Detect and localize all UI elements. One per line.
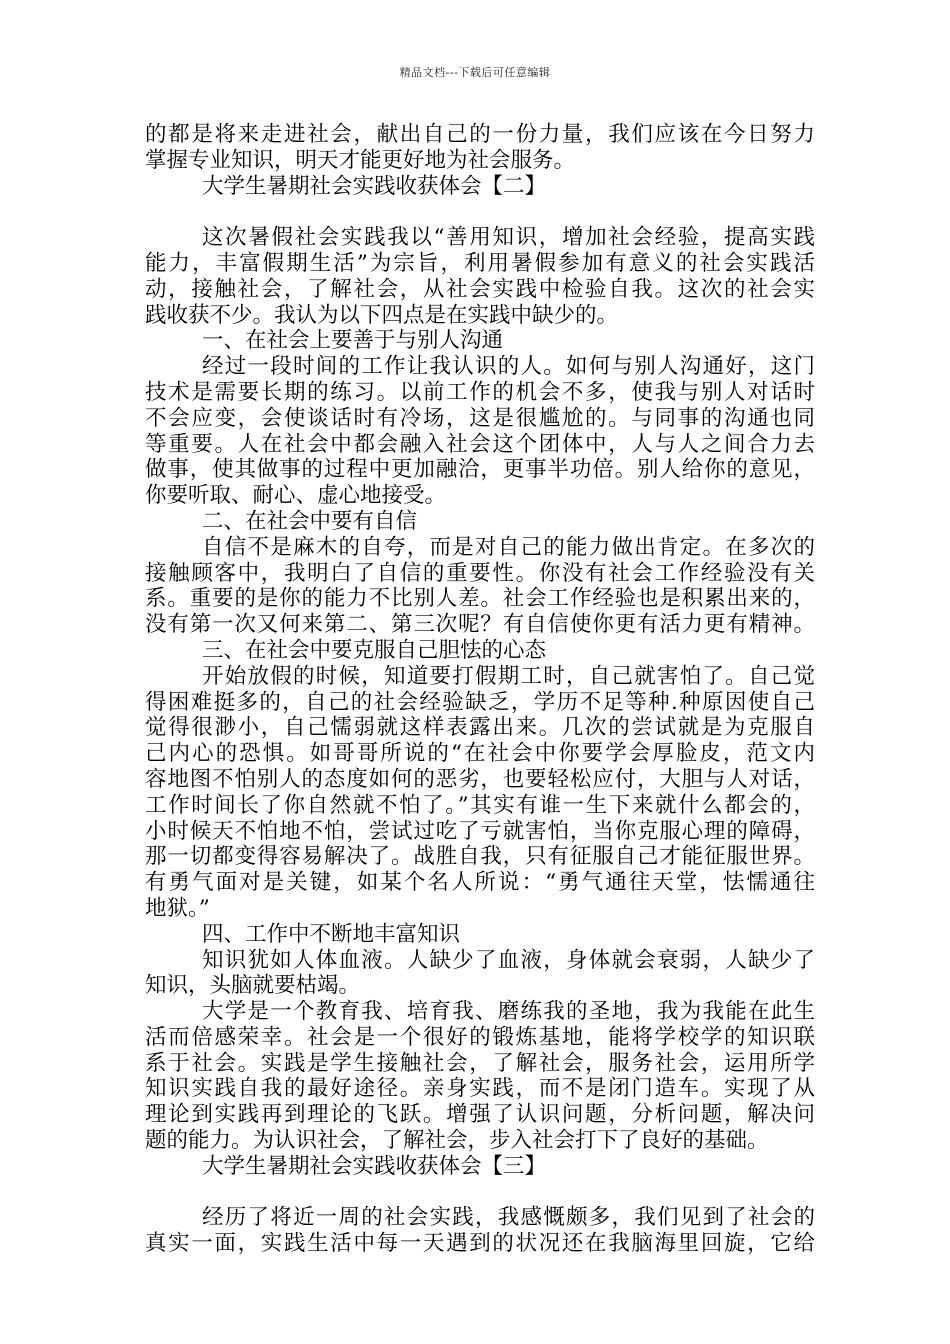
text-line: 践收获不少。我认为以下四点是在实践中缺少的。 [145,302,619,328]
text-line: 那一切都变得容易解决了。战胜自我，只有征服自己才能征服世界。 [145,844,815,870]
blank-line [145,1180,815,1206]
text-line: 题的能力。为认识社会，了解社会，步入社会打下了良好的基础。 [145,1128,769,1154]
text-line: 接触顾客中，我明白了自信的重要性。你没有社会工作经验没有关 [145,560,815,586]
text-line: 活而倍感荣幸。社会是一个很好的锻炼基地，能将学校学的知识联 [145,1024,815,1050]
text-line: 大学生暑期社会实践收获体会【二】 [202,173,547,199]
text-line: 开始放假的时候，知道要打假期工时，自己就害怕了。自己觉 [202,663,815,689]
text-line: 容地图不怕别人的态度如何的恶劣，也要轻松应付，大胆与人对话， [145,766,815,792]
text-line: 己内心的恐惧。如哥哥所说的“在社会中你要学会厚脸皮，范文内 [145,741,815,767]
text-line: 觉得很渺小，自己懦弱就这样表露出来。几次的尝试就是为克服自 [145,715,815,741]
text-line: 大学是一个教育我、培育我、磨练我的圣地，我为我能在此生 [202,999,815,1025]
text-line: 一、在社会上要善于与别人沟通 [202,328,504,354]
text-line: 系。重要的是你的能力不比别人差。社会工作经验也是积累出来的， [145,586,815,612]
text-line: 系于社会。实践是学生接触社会，了解社会，服务社会，运用所学 [145,1050,815,1076]
text-line: 的都是将来走进社会，献出自己的一份力量，我们应该在今日努力 [145,122,815,147]
blank-line [145,199,815,225]
text-line: 真实一面，实践生活中每一天遇到的状况还在我脑海里回旋，它给 [145,1231,815,1257]
text-line: 三、在社会中要克服自己胆怯的心态 [202,637,547,663]
text-line: 动，接触社会，了解社会，从社会实践中检验自我。这次的社会实 [145,276,815,302]
text-line: 自信不是麻木的自夸，而是对自己的能力做出肯定。在多次的 [202,534,815,560]
text-line: 技术是需要长期的练习。以前工作的机会不多，使我与别人对话时 [145,379,815,405]
text-line: 掌握专业知识，明天才能更好地为社会服务。 [145,147,576,173]
text-line: 理论到实践再到理论的飞跃。增强了认识问题，分析问题，解决问 [145,1102,815,1128]
text-line: 知识犹如人体血液。人缺少了血液，身体就会衰弱，人缺少了 [202,947,815,973]
text-line: 四、工作中不断地丰富知识 [202,921,461,947]
text-line: 没有第一次又何来第二、第三次呢？有自信使你更有活力更有精神。 [145,612,815,638]
text-line: 等重要。人在社会中都会融入社会这个团体中，人与人之间合力去 [145,431,815,457]
text-line: 有勇气面对是关键，如某个名人所说：“勇气通往天堂，怯懦通往 [145,870,815,896]
text-line: 得困难挺多的，自己的社会经验缺乏，学历不足等种.种原因使自己 [145,689,815,715]
page-header: 精品文档---下载后可任意编辑 [399,66,551,79]
text-line: 二、在社会中要有自信 [202,508,418,534]
text-line: 这次暑假社会实践我以“善用知识，增加社会经验，提高实践 [202,225,815,251]
text-line: 经历了将近一周的社会实践，我感慨颇多，我们见到了社会的 [202,1205,815,1231]
text-line: 做事，使其做事的过程中更加融洽，更事半功倍。别人给你的意见， [145,457,815,483]
text-line: 能力，丰富假期生活”为宗旨，利用暑假参加有意义的社会实践活 [145,250,815,276]
document-body [145,122,815,1257]
text-line: 不会应变，会使谈话时有冷场，这是很尴尬的。与同事的沟通也同 [145,405,815,431]
text-line: 小时候天不怕地不怕，尝试过吃了亏就害怕，当你克服心理的障碍， [145,818,815,844]
text-line: 知识实践自我的最好途径。亲身实践，而不是闭门造车。实现了从 [145,1076,815,1102]
text-line: 知识，头脑就要枯竭。 [145,973,361,999]
text-line: 你要听取、耐心、虚心地接受。 [145,483,447,509]
text-line: 经过一段时间的工作让我认识的人。如何与别人沟通好，这门 [202,354,815,380]
text-line: 工作时间长了你自然就不怕了。”其实有谁一生下来就什么都会的， [145,792,815,818]
text-line: 大学生暑期社会实践收获体会【三】 [202,1153,547,1179]
text-line: 地狱。” [145,895,210,921]
